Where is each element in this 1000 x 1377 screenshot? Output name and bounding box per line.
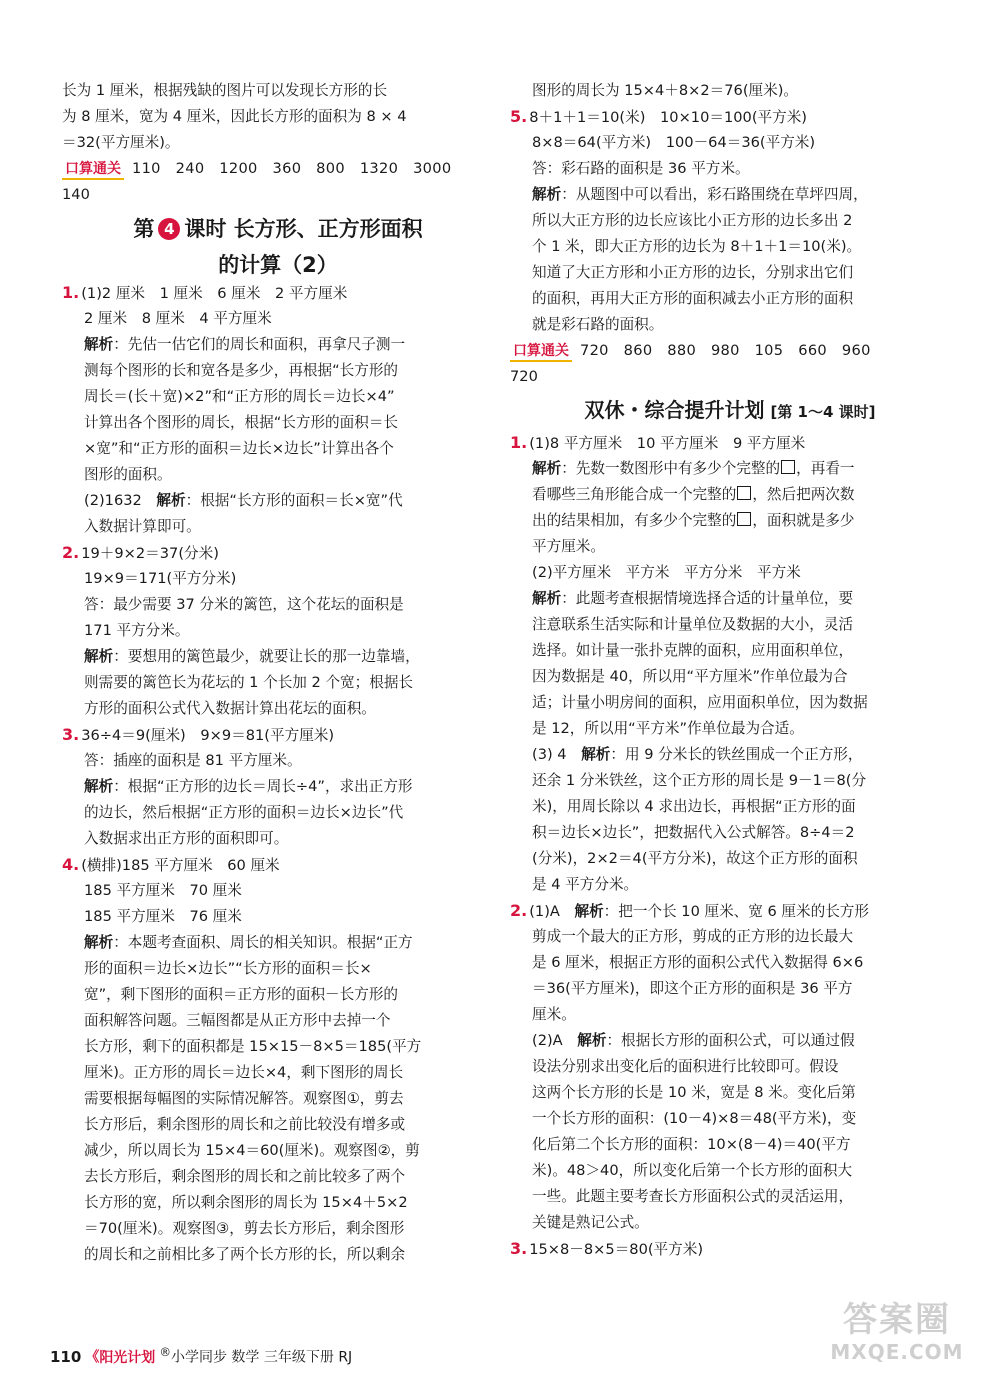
analysis-line	[510, 182, 950, 208]
analysis-label: 解析	[156, 492, 186, 509]
question-2	[62, 540, 494, 566]
analysis-text: ：把一个长 10 厘米、宽 6 厘米的长方形	[603, 903, 869, 920]
analysis-text: 去长方形后，剩余图形的周长和之前比较多了两个	[84, 1168, 406, 1185]
question-number: 3.	[62, 725, 80, 744]
kousuan-answers-cont: 140	[62, 186, 90, 203]
analysis-text: 的边长，然后根据“正方形的面积＝边长×边长”代	[84, 804, 404, 821]
analysis-text: 长方形后，剩余图形的周长和之前比较没有增多或	[84, 1116, 406, 1133]
analysis-text: ，面积就是多少	[752, 512, 855, 529]
analysis-text: 关键是熟记公式。	[532, 1214, 649, 1231]
answer-text: 答：最少需要 37 分米的篱笆，这个花坛的面积是	[84, 596, 404, 613]
kousuan-answers: 720 860 880 980 105 660 960	[580, 342, 871, 359]
question-2	[510, 898, 950, 924]
analysis-text: 的面积，再用大正方形的面积减去小正方形的面积	[532, 290, 854, 307]
answer-text: 171 平方分米。	[84, 622, 190, 639]
analysis-text: 周长＝(长＋宽)×2”和“正方形的周长＝边长×4”	[84, 388, 395, 405]
right-column	[510, 78, 950, 1262]
analysis-text: 的周长和之前相比多了两个长方形的长，所以剩余	[84, 1246, 406, 1263]
analysis-text: 这两个长方形的长是 10 米，宽是 8 米。变化后第	[532, 1084, 856, 1101]
analysis-text: ：先估一估它们的周长和面积，再拿尺子测一	[113, 336, 406, 353]
answer-text: 8＋1＋1＝10(米) 10×10＝100(平方米)	[529, 109, 807, 126]
analysis-label: 解析	[84, 336, 114, 353]
analysis-line	[510, 742, 950, 768]
analysis-text: 测每个图形的长和宽各是多少，再根据“长方形的	[84, 362, 399, 379]
answer-text: 185 平方厘米 70 厘米	[84, 882, 242, 899]
analysis-text: 米)，用周长除以 4 求出边长，再根据“正方形的面	[532, 798, 856, 815]
question-number: 2.	[62, 543, 80, 562]
question-number: 5.	[510, 107, 528, 126]
analysis-text: 一些。此题主要考查长方形面积公式的灵活运用，	[532, 1188, 854, 1205]
analysis-text: ：根据“长方形的面积＝长×宽”代	[185, 492, 403, 509]
section-subtitle: [第 1～4 课时]	[770, 403, 876, 421]
analysis-text: ＝36(平方厘米)，即这个正方形的面积是 36 平方	[532, 980, 853, 997]
analysis-line	[62, 488, 494, 514]
analysis-text: 图形的面积。	[84, 466, 172, 483]
analysis-label: 解析	[84, 778, 114, 795]
analysis-line	[510, 456, 950, 482]
analysis-text: 米)。48＞40，所以变化后第一个长方形的面积大	[532, 1162, 853, 1179]
analysis-text: 减少，所以周长为 15×4＝60(厘米)。观察图②，剪	[84, 1142, 420, 1159]
question-3	[510, 1236, 950, 1262]
answer-text: (1)8 平方厘米 10 平方厘米 9 平方厘米	[529, 435, 806, 452]
lesson-title	[62, 208, 494, 250]
analysis-label: 解析	[574, 903, 604, 920]
analysis-text: 长方形，剩下的面积都是 15×15－8×5＝185(平方	[84, 1038, 422, 1055]
lesson-title-part2: 课时 长方形、正方形面积	[184, 217, 423, 241]
analysis-text: 注意联系生活实际和计量单位及数据的大小，灵活	[532, 616, 854, 633]
analysis-line	[510, 508, 950, 534]
answer-text: (2)1632	[84, 492, 157, 509]
analysis-text: 入数据求出正方形的面积即可。	[84, 830, 289, 847]
brand-name: 阳光计划	[99, 1349, 156, 1366]
analysis-label: 解析	[532, 590, 562, 607]
analysis-text: (分米)，2×2＝4(平方分米)，故这个正方形的面积	[532, 850, 858, 867]
analysis-text: 设法分别求出变化后的面积进行比较即可。假设	[532, 1058, 839, 1075]
square-icon	[737, 512, 751, 526]
analysis-text: ：本题考查面积、周长的相关知识。根据“正方	[113, 934, 413, 951]
text-line: 长为 1 厘米，根据残缺的图片可以发现长方形的长	[62, 82, 388, 99]
analysis-label: 解析	[532, 186, 562, 203]
square-icon	[737, 486, 751, 500]
analysis-text: 形的面积＝边长×边长”“长方形的面积＝长×	[84, 960, 372, 977]
answer-text: (2)平方厘米 平方米 平方分米 平方米	[532, 564, 801, 581]
analysis-text: ：此题考查根据情境选择合适的计量单位，要	[561, 590, 854, 607]
analysis-text: ：要想用的篱笆最少，就要让长的那一边靠墙，	[113, 648, 420, 665]
answer-text: 答：彩石路的面积是 36 平方米。	[532, 160, 750, 177]
answer-text: 15×8－8×5＝80(平方米)	[529, 1241, 704, 1258]
answer-text: 19＋9×2＝37(分米)	[81, 545, 219, 562]
square-icon	[781, 460, 795, 474]
analysis-text: 面积解答问题。三幅图都是从正方形中去掉一个	[84, 1012, 391, 1029]
analysis-text: 需要根据每幅图的实际情况解答。观察图①，剪去	[84, 1090, 404, 1107]
answer-text: (横排)185 平方厘米 60 厘米	[81, 857, 280, 874]
book-info: 小学同步 数学 三年级下册 RJ	[170, 1349, 353, 1366]
answer-text: (3) 4	[532, 746, 582, 763]
analysis-text: 化后第二个长方形的面积：10×(8－4)＝40(平方	[532, 1136, 851, 1153]
analysis-text: 剪成一个最大的正方形，剪成的正方形的边长最大	[532, 928, 854, 945]
analysis-text: 是 12，所以用“平方米”作单位最为合适。	[532, 720, 804, 737]
analysis-text: 所以大正方形的边长应该比小正方形的边长多出 2	[532, 212, 853, 229]
question-number: 1.	[510, 433, 528, 452]
analysis-text: ，然后把两次数	[752, 486, 855, 503]
analysis-text: 计算出各个图形的周长，根据“长方形的面积＝长	[84, 414, 399, 431]
analysis-text: 因为数据是 40，所以用“平方厘米”作单位最为合	[532, 668, 848, 685]
analysis-label: 解析	[532, 460, 562, 477]
question-5	[510, 104, 950, 130]
analysis-text: 长方形的宽，所以剩余图形的周长为 15×4＋5×2	[84, 1194, 408, 1211]
analysis-text: 入数据计算即可。	[84, 518, 201, 535]
analysis-text: 就是彩石路的面积。	[532, 316, 664, 333]
analysis-label: 解析	[581, 746, 611, 763]
analysis-text: ＝70(厘米)。观察图③，剪去长方形后，剩余图形	[84, 1220, 405, 1237]
analysis-text: 图形的周长为 15×4＋8×2＝76(厘米)。	[532, 82, 799, 99]
page-footer	[50, 1340, 352, 1364]
analysis-text: ：根据长方形的面积公式，可以通过假	[606, 1032, 855, 1049]
answer-text: 2 厘米 8 厘米 4 平方厘米	[84, 310, 272, 327]
analysis-label: 解析	[84, 648, 114, 665]
analysis-text: 适；计量小明房间的面积，应用面积单位，因为数据	[532, 694, 868, 711]
answer-text: 19×9＝171(平方分米)	[84, 570, 237, 587]
analysis-text: 出的结果相加，有多少个完整的	[532, 512, 737, 529]
question-number: 4.	[62, 855, 80, 874]
analysis-line	[510, 586, 950, 612]
question-1	[510, 430, 950, 456]
lesson-number-badge: 4	[158, 218, 180, 240]
analysis-text: 宽”，剩下图形的面积＝正方形的面积－长方形的	[84, 986, 399, 1003]
analysis-text: 则需要的篱笆长为花坛的 1 个长加 2 个宽；根据长	[84, 674, 414, 691]
analysis-text: 看哪些三角形能合成一个完整的	[532, 486, 737, 503]
analysis-text: 是 4 平方分米。	[532, 876, 639, 893]
analysis-label: 解析	[84, 934, 114, 951]
text-line: ＝32(平方厘米)。	[62, 134, 180, 151]
answer-text: 185 平方厘米 76 厘米	[84, 908, 242, 925]
answer-text: 8×8＝64(平方米) 100－64＝36(平方米)	[532, 134, 816, 151]
analysis-text: 个 1 米，即大正方形的边长为 8＋1＋1＝10(米)。	[532, 238, 862, 255]
question-number: 2.	[510, 901, 528, 920]
analysis-text: ，再看一	[796, 460, 855, 477]
section-title-text: 双休・综合提升计划	[584, 398, 765, 422]
kousuan-label: 口算通关	[62, 160, 124, 180]
page-number: 110	[50, 1347, 82, 1366]
answer-text: 答：插座的面积是 81 平方厘米。	[84, 752, 302, 769]
question-4	[62, 852, 494, 878]
watermark	[812, 1300, 982, 1368]
analysis-text: 一个长方形的面积：(10－4)×8＝48(平方米)，变	[532, 1110, 857, 1127]
analysis-text: ：从题图中可以看出，彩石路围绕在草坪四周，	[561, 186, 868, 203]
kousuan-row	[62, 156, 494, 182]
analysis-line	[510, 1028, 950, 1054]
analysis-text: ：用 9 分米长的铁丝围成一个正方形，	[610, 746, 863, 763]
kousuan-answers: 110 240 1200 360 800 1320 3000	[132, 160, 452, 177]
analysis-line	[62, 332, 494, 358]
answer-text: (2)A	[532, 1032, 578, 1049]
watermark-url: MXQE.COM	[830, 1340, 964, 1364]
analysis-text: 还余 1 分米铁丝，这个正方形的周长是 9－1＝8(分	[532, 772, 867, 789]
lesson-title-part1: 第	[133, 217, 155, 241]
watermark-text: 答案圈	[843, 1300, 951, 1340]
analysis-text: ：先数一数图形中有多少个完整的	[561, 460, 781, 477]
analysis-text: 厘米)。正方形的周长＝边长×4，剩下图形的周长	[84, 1064, 404, 1081]
answer-text: 36÷4＝9(厘米) 9×9＝81(平方厘米)	[81, 727, 335, 744]
analysis-line	[62, 930, 494, 956]
answer-text: (1)2 厘米 1 厘米 6 厘米 2 平方厘米	[81, 285, 348, 302]
analysis-line	[62, 774, 494, 800]
lesson-title-line2: 的计算（2）	[218, 253, 338, 277]
kousuan-row	[510, 338, 950, 364]
double-chevron-icon: 《	[85, 1349, 100, 1366]
analysis-text: 知道了大正方形和小正方形的边长，分别求出它们	[532, 264, 854, 281]
section-title	[510, 390, 950, 430]
analysis-label: 解析	[577, 1032, 607, 1049]
analysis-text: 是 6 厘米，根据正方形的面积公式代入数据得 6×6	[532, 954, 864, 971]
question-number: 1.	[62, 283, 80, 302]
analysis-text: 方形的面积公式代入数据计算出花坛的面积。	[84, 700, 376, 717]
analysis-text: ×宽”和“正方形的面积＝边长×边长”计算出各个	[84, 440, 394, 457]
analysis-line	[62, 644, 494, 670]
analysis-text: ：根据“正方形的边长＝周长÷4”，求出正方形	[113, 778, 413, 795]
left-column	[62, 78, 494, 1268]
analysis-line	[510, 482, 950, 508]
text-line: 为 8 厘米，宽为 4 厘米，因此长方形的面积为 8 × 4	[62, 108, 407, 125]
answer-text: (1)A	[529, 903, 575, 920]
question-3	[62, 722, 494, 748]
kousuan-label: 口算通关	[510, 342, 572, 362]
kousuan-answers-cont: 720	[510, 368, 538, 385]
analysis-text: 平方厘米。	[532, 538, 605, 555]
question-number: 3.	[510, 1239, 528, 1258]
question-1	[62, 280, 494, 306]
analysis-text: 厘米。	[532, 1006, 576, 1023]
registered-mark: ®	[159, 1345, 171, 1359]
analysis-text: 积＝边长×边长”，把数据代入公式解答。8÷4＝2	[532, 824, 855, 841]
analysis-text: 选择。如计量一张扑克牌的面积，应用面积单位，	[532, 642, 854, 659]
